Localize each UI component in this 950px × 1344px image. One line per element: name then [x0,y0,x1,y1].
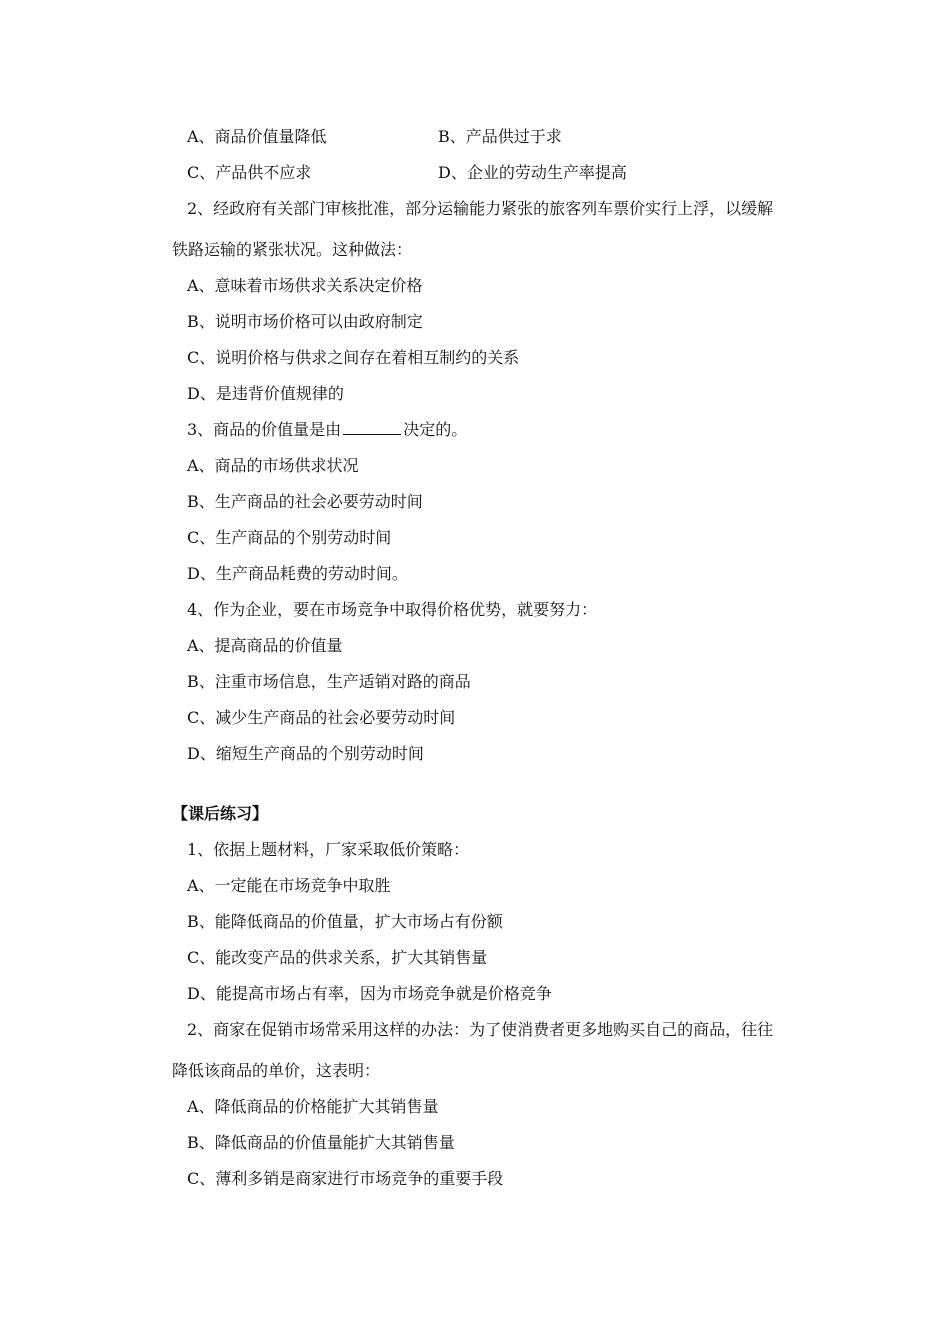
p2-option-b: B、降低商品的价值量能扩大其销售量 [187,1133,455,1152]
q4-option-c: C、减少生产商品的社会必要劳动时间 [187,708,456,727]
p2-stem-line-2: 降低该商品的单价，这表明： [172,1061,381,1080]
q3-option-a: A、商品的市场供求状况 [187,456,359,475]
q1-option-c: C、产品供不应求 [187,163,312,182]
p2-stem-line-1: 2、商家在促销市场常采用这样的办法：为了使消费者更多地购买自己的商品，往往 [187,1020,774,1039]
q4-option-b: B、注重市场信息，生产适销对路的商品 [187,672,471,691]
p1-option-b: B、能降低商品的价值量，扩大市场占有份额 [187,912,503,931]
q2-option-d: D、是违背价值规律的 [187,384,344,403]
q3-option-b: B、生产商品的社会必要劳动时间 [187,492,423,511]
q4-stem: 4、作为企业，要在市场竞争中取得价格优势，就要努力： [187,600,598,619]
q1-option-d: D、企业的劳动生产率提高 [438,163,627,182]
q1-option-a: A、商品价值量降低 [187,127,327,146]
q4-option-a: A、提高商品的价值量 [187,636,343,655]
fill-in-blank [343,420,401,435]
q2-stem-line-1: 2、经政府有关部门审核批准，部分运输能力紧张的旅客列车票价实行上浮，以缓解 [187,199,774,218]
p2-option-c: C、薄利多销是商家进行市场竞争的重要手段 [187,1169,504,1188]
q3-stem [187,420,467,440]
p1-option-a: A、一定能在市场竞争中取胜 [187,876,391,895]
q4-option-d: D、缩短生产商品的个别劳动时间 [187,744,424,763]
section-heading: 【课后练习】 [172,804,269,823]
q1-option-b: B、产品供过于求 [438,127,562,146]
q2-option-a: A、意味着市场供求关系决定价格 [187,276,423,295]
p1-option-d: D、能提高市场占有率，因为市场竞争就是价格竞争 [187,984,552,1003]
q3-stem-after: 决定的。 [403,420,468,439]
p1-option-c: C、能改变产品的供求关系，扩大其销售量 [187,948,488,967]
q3-option-d: D、生产商品耗费的劳动时间。 [187,564,408,583]
q2-option-b: B、说明市场价格可以由政府制定 [187,312,423,331]
q2-option-c: C、说明价格与供求之间存在着相互制约的关系 [187,348,520,367]
q2-stem-line-2: 铁路运输的紧张状况。这种做法： [172,240,413,259]
q3-stem-before: 3、商品的价值量是由 [187,420,342,439]
p1-stem: 1、依据上题材料，厂家采取低价策略： [187,840,470,859]
p2-option-a: A、降低商品的价格能扩大其销售量 [187,1097,439,1116]
q3-option-c: C、生产商品的个别劳动时间 [187,528,392,547]
